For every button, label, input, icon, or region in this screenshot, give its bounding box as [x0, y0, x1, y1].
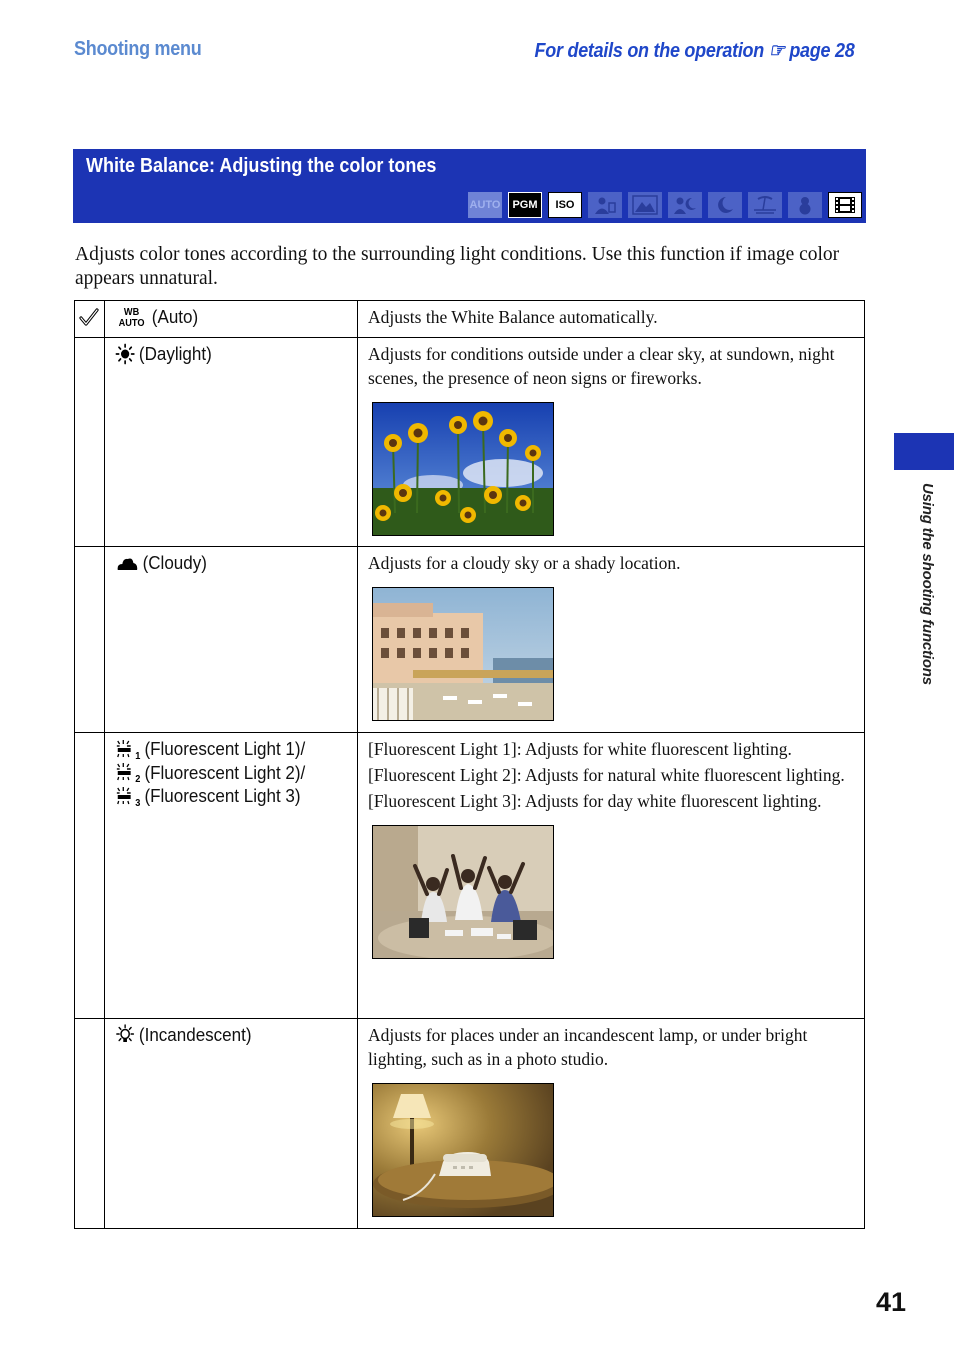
sunflowers-photo	[372, 402, 554, 536]
table-row	[75, 338, 865, 547]
option-label: (Incandescent)	[138, 1024, 252, 1045]
fluorescent-1-icon	[115, 738, 141, 760]
option-label-cell	[105, 338, 358, 547]
seaside-hotel-photo	[372, 587, 554, 721]
svg-text:3: 3	[135, 797, 141, 807]
checkmark-icon	[75, 301, 103, 331]
table-row	[75, 547, 865, 733]
operation-reference: For details on the operation ☞ page 28	[534, 40, 854, 62]
daylight-icon	[115, 343, 135, 365]
option-label-cell	[105, 547, 358, 733]
option-label: (Daylight)	[138, 343, 212, 364]
auto-mode-icon: AUTO	[468, 192, 502, 218]
section-header: Shooting menu	[74, 38, 202, 60]
svg-text:1: 1	[135, 750, 141, 760]
option-description-cell	[358, 338, 865, 547]
intro-text: Adjusts color tones according to the surrounding light conditions. Use this function if image color appears unnatural.	[75, 244, 840, 289]
option-description: [Fluorescent Light 1]: Adjusts for white fluorescent lighting.	[368, 739, 792, 759]
option-label: (Fluorescent Light 2)/	[144, 761, 306, 783]
option-label: (Cloudy)	[142, 552, 207, 573]
side-tab-label: Using the shooting functions	[919, 483, 936, 685]
beach-mode-icon	[748, 192, 782, 218]
option-description: Adjusts for conditions outside under a clear sky, at sundown, night scenes, the presence of neon signs or fireworks.	[368, 344, 835, 388]
title-bar	[73, 149, 866, 223]
option-description: Adjusts for a cloudy sky or a shady location.	[368, 553, 681, 573]
cloudy-icon	[115, 552, 139, 574]
option-description: Adjusts the White Balance automatically.	[368, 307, 658, 327]
mode-icons	[468, 192, 862, 218]
option-description-cell	[358, 547, 865, 733]
lamp-telephone-photo	[372, 1083, 554, 1217]
svg-text:AUTO: AUTO	[118, 317, 145, 328]
portrait-mode-icon	[588, 192, 622, 218]
table-row	[75, 301, 865, 338]
fluorescent-2-icon	[115, 761, 141, 783]
page-title: White Balance: Adjusting the color tones	[86, 155, 437, 177]
landscape-mode-icon	[628, 192, 662, 218]
default-cell	[75, 301, 105, 338]
wb-auto-icon	[115, 306, 148, 328]
option-description-cell	[358, 733, 865, 1019]
option-description: [Fluorescent Light 3]: Adjusts for day white fluorescent lighting.	[368, 791, 822, 811]
side-tab-label-wrap	[918, 483, 938, 713]
white-balance-table	[74, 300, 865, 1229]
program-mode-icon: PGM	[508, 192, 542, 218]
svg-text:2: 2	[135, 773, 141, 784]
twilight-mode-icon	[708, 192, 742, 218]
section-tab	[894, 433, 954, 470]
iso-mode-icon: ISO	[548, 192, 582, 218]
page-number: 41	[875, 1287, 906, 1317]
option-label-cell	[105, 1019, 358, 1229]
snow-mode-icon	[788, 192, 822, 218]
svg-text:WB: WB	[123, 306, 140, 318]
option-label: (Auto)	[151, 306, 199, 327]
option-label-cell	[105, 301, 358, 338]
movie-mode-icon	[828, 192, 862, 218]
option-label-cell	[105, 733, 358, 1019]
incandescent-icon	[115, 1024, 135, 1046]
option-description: [Fluorescent Light 2]: Adjusts for natural white fluorescent lighting.	[368, 765, 845, 785]
option-label: (Fluorescent Light 3)	[144, 785, 301, 806]
office-people-photo	[372, 825, 554, 959]
option-description-cell	[358, 1019, 865, 1229]
option-label: (Fluorescent Light 1)/	[144, 738, 306, 759]
twilight-portrait-icon	[668, 192, 702, 218]
table-row	[75, 733, 865, 1019]
table-row	[75, 1019, 865, 1229]
option-description-cell	[358, 301, 865, 338]
option-description: Adjusts for places under an incandescent lamp, or under bright lighting, such as in a photo studio.	[368, 1025, 808, 1069]
fluorescent-3-icon	[115, 785, 141, 807]
